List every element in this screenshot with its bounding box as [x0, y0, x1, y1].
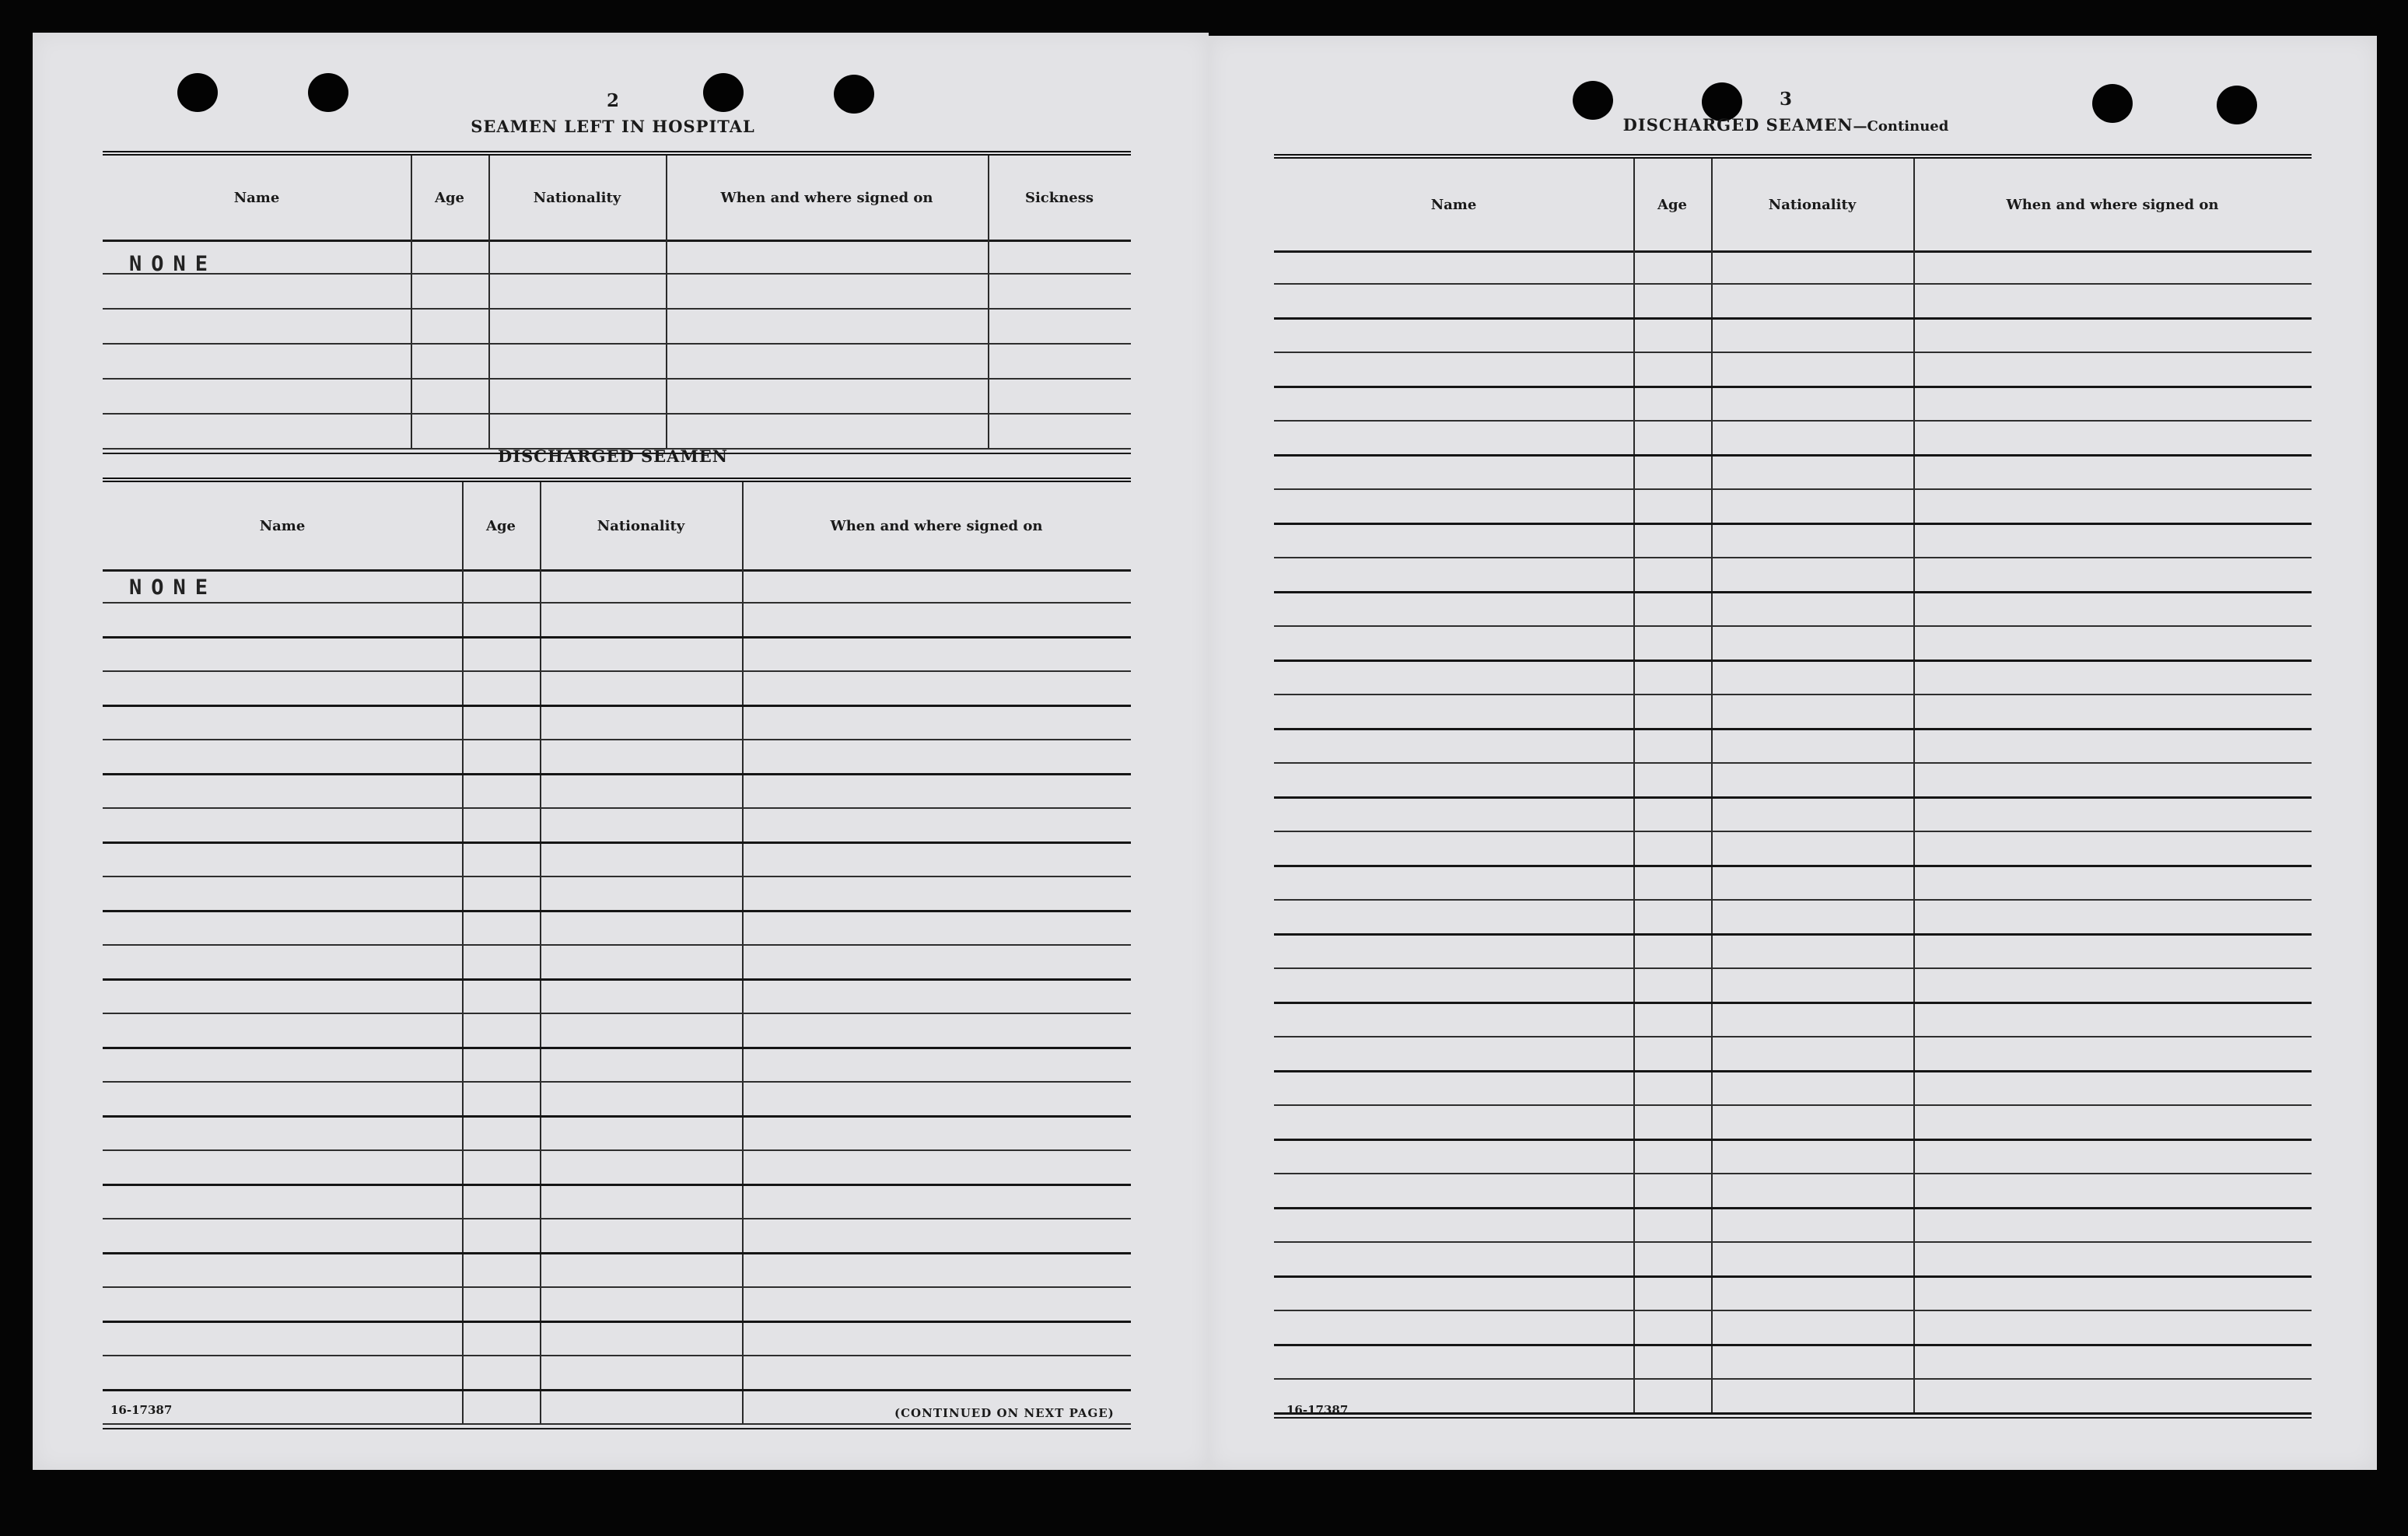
- bottom-rule: [103, 1428, 1131, 1429]
- ruled-row: [1274, 1072, 2312, 1106]
- ruled-row: [1274, 285, 2312, 320]
- ruled-row: [1274, 387, 2312, 422]
- ruled-row: [1274, 558, 2312, 593]
- ruled-row: [103, 775, 1131, 809]
- ruled-row: [103, 980, 1131, 1014]
- discharged-continued-table: [1274, 154, 2312, 1422]
- ruled-row: [103, 1219, 1131, 1254]
- ruled-row: [103, 604, 1131, 639]
- punch-hole: [2092, 84, 2133, 123]
- ruled-row: [103, 1288, 1131, 1323]
- ruled-row: [1274, 1003, 2312, 1037]
- ruled-row: [103, 275, 1131, 310]
- column-header-age: Age: [434, 189, 464, 206]
- table-header: [1274, 159, 2312, 253]
- form-code: 16-17387: [1286, 1403, 1349, 1417]
- ruled-row: [1274, 456, 2312, 490]
- ruled-row: [103, 877, 1131, 912]
- column-header-nationality: Nationality: [1768, 196, 1857, 213]
- column-header-sickness: Sickness: [1024, 189, 1094, 206]
- ruled-row: [103, 706, 1131, 740]
- ruled-row: [103, 1048, 1131, 1083]
- title-main: DISCHARGED SEAMEN: [1622, 115, 1853, 135]
- discharged-table: [103, 478, 1131, 1433]
- ruled-row: [1274, 1209, 2312, 1243]
- column-header-age: Age: [1657, 196, 1687, 213]
- page-number: 3: [1779, 89, 1792, 110]
- ruled-row: [1274, 1243, 2312, 1278]
- ruled-row: [1274, 1277, 2312, 1311]
- ruled-row: [103, 1151, 1131, 1186]
- ruled-row: [1274, 764, 2312, 799]
- right-page: [1209, 36, 2377, 1470]
- column-header-age: Age: [485, 517, 516, 534]
- punch-hole: [177, 73, 218, 112]
- ruled-row: [103, 1014, 1131, 1049]
- section-title-discharged-continued: [1552, 115, 2019, 135]
- punch-hole: [834, 75, 874, 114]
- ruled-row: [103, 569, 1131, 604]
- ruled-row: [103, 672, 1131, 707]
- punch-hole: [2217, 86, 2257, 124]
- punch-hole: [703, 73, 744, 112]
- ruled-row: [1274, 1140, 2312, 1174]
- ruled-row: [1274, 901, 2312, 936]
- ruled-row: [1274, 798, 2312, 832]
- page-number: 2: [606, 90, 619, 111]
- ruled-row: [103, 1254, 1131, 1288]
- ruled-row: [103, 310, 1131, 345]
- table-header: [103, 156, 1131, 242]
- ruled-row: [1274, 695, 2312, 730]
- form-code: 16-17387: [110, 1403, 173, 1417]
- ruled-row: [1274, 353, 2312, 388]
- ruled-row: [103, 240, 1131, 275]
- ruled-row: [103, 1356, 1131, 1391]
- punch-hole: [308, 73, 348, 112]
- title-suffix: —Continued: [1853, 118, 1949, 135]
- section-title-hospital: SEAMEN LEFT IN HOSPITAL: [471, 117, 755, 136]
- column-header-name: Name: [233, 189, 280, 206]
- ruled-row: [103, 415, 1131, 450]
- ruled-row: [1274, 1037, 2312, 1072]
- ruled-row: [103, 638, 1131, 672]
- column-header-signed-on: When and where signed on: [830, 517, 1043, 534]
- ruled-row: [103, 380, 1131, 415]
- ruled-row: [103, 946, 1131, 981]
- ruled-row: [103, 740, 1131, 775]
- ruled-row: [1274, 627, 2312, 662]
- ruled-row: [1274, 832, 2312, 867]
- ruled-row: [1274, 1311, 2312, 1346]
- ruled-row: [1274, 250, 2312, 285]
- column-header-name: Name: [1430, 196, 1477, 213]
- section-title-discharged: DISCHARGED SEAMEN: [498, 446, 728, 466]
- ruled-row: [103, 1322, 1131, 1356]
- bottom-rule: [1274, 1417, 2312, 1419]
- hospital-table: [103, 151, 1131, 466]
- ruled-row: [1274, 1380, 2312, 1415]
- ruled-row: [1274, 319, 2312, 353]
- ruled-row: [103, 843, 1131, 877]
- ruled-row: [1274, 524, 2312, 558]
- ruled-row: [103, 1117, 1131, 1151]
- left-page: [33, 33, 1209, 1470]
- ruled-row: [1274, 1345, 2312, 1380]
- ruled-row: [1274, 593, 2312, 627]
- ruled-row: [103, 345, 1131, 380]
- ruled-row: [1274, 661, 2312, 695]
- ruled-row: [1274, 730, 2312, 764]
- continued-note: (CONTINUED ON NEXT PAGE): [894, 1406, 1115, 1420]
- ruled-row: [103, 809, 1131, 844]
- ruled-row: [103, 1083, 1131, 1118]
- ruled-row: [1274, 969, 2312, 1004]
- ruled-row: [103, 1185, 1131, 1219]
- ruled-row: [1274, 935, 2312, 969]
- table-header: [103, 482, 1131, 572]
- column-header-nationality: Nationality: [597, 517, 685, 534]
- column-header-signed-on: When and where signed on: [720, 189, 933, 206]
- punch-hole: [1573, 81, 1613, 120]
- name-entry: NONE: [129, 252, 218, 276]
- ruled-row: [1274, 1174, 2312, 1209]
- column-header-nationality: Nationality: [533, 189, 621, 206]
- name-entry: NONE: [129, 576, 218, 600]
- column-header-name: Name: [259, 517, 306, 534]
- ruled-row: [1274, 490, 2312, 525]
- ruled-row: [1274, 422, 2312, 457]
- ruled-row: [1274, 1106, 2312, 1141]
- column-header-signed-on: When and where signed on: [2006, 196, 2219, 213]
- ruled-row: [103, 911, 1131, 946]
- ruled-row: [1274, 866, 2312, 901]
